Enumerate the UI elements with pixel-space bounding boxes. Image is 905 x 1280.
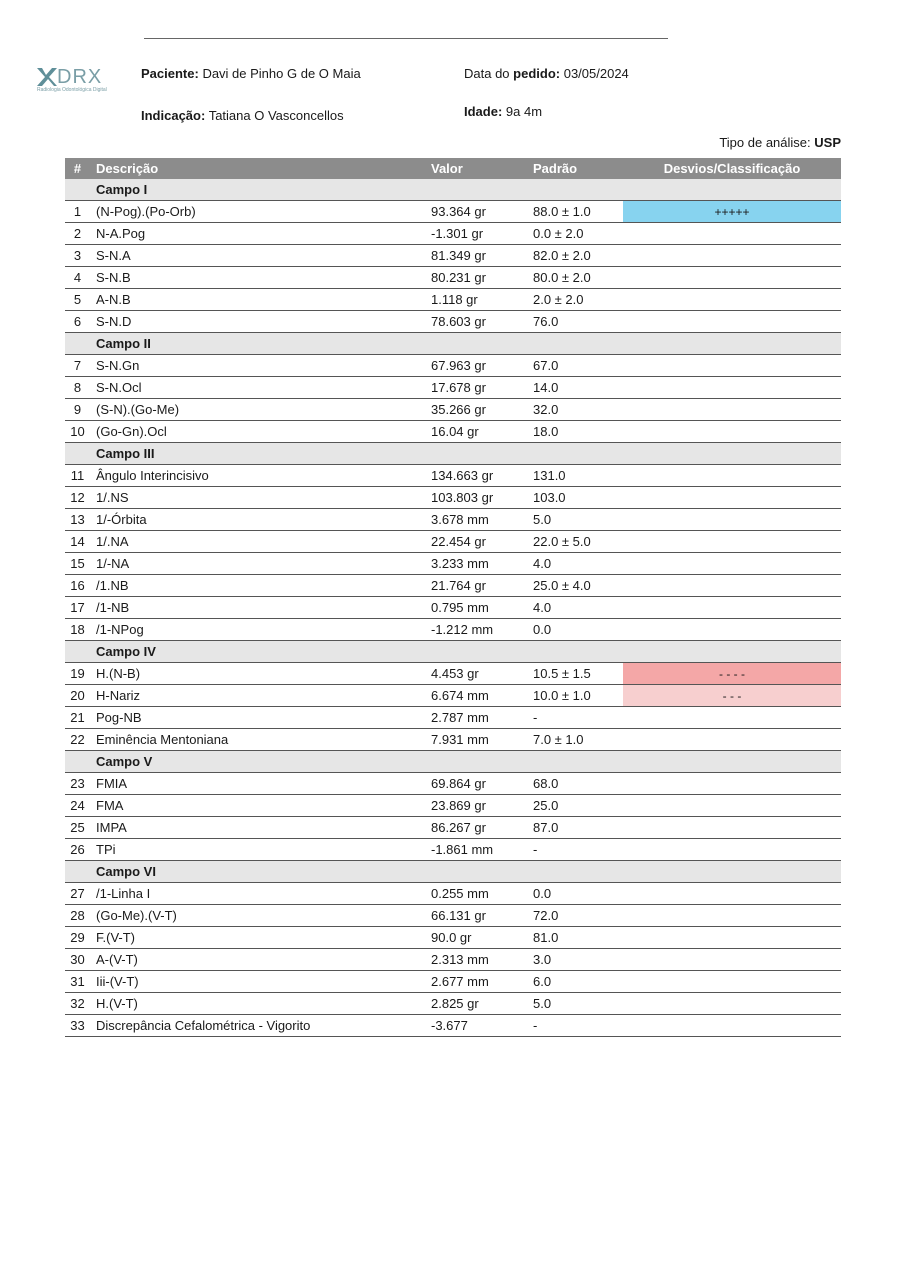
row-deviation (623, 597, 841, 619)
row-standard: - (527, 1015, 623, 1037)
row-number: 21 (65, 707, 90, 729)
row-standard: 7.0 ± 1.0 (527, 729, 623, 751)
table-row (65, 839, 841, 861)
row-standard: 5.0 (527, 993, 623, 1015)
row-number: 5 (65, 289, 90, 311)
row-value: 69.864 gr (425, 773, 527, 795)
row-number: 11 (65, 465, 90, 487)
row-description: S-N.A (90, 245, 425, 267)
row-standard: 0.0 (527, 883, 623, 905)
row-standard: 80.0 ± 2.0 (527, 267, 623, 289)
table-header-row (65, 158, 841, 179)
row-number: 7 (65, 355, 90, 377)
row-description: 1/-NA (90, 553, 425, 575)
row-standard: 2.0 ± 2.0 (527, 289, 623, 311)
row-standard: 3.0 (527, 949, 623, 971)
table-row (65, 465, 841, 487)
row-number: 26 (65, 839, 90, 861)
row-deviation (623, 245, 841, 267)
row-description: TPi (90, 839, 425, 861)
row-description: (Go-Me).(V-T) (90, 905, 425, 927)
section-spacer (65, 179, 90, 201)
drx-logo-icon (35, 66, 57, 88)
row-number: 10 (65, 421, 90, 443)
row-value: 134.663 gr (425, 465, 527, 487)
row-value: 81.349 gr (425, 245, 527, 267)
table-row (65, 509, 841, 531)
table-row (65, 619, 841, 641)
row-number: 27 (65, 883, 90, 905)
table-row (65, 729, 841, 751)
table-row (65, 553, 841, 575)
row-standard: 10.0 ± 1.0 (527, 685, 623, 707)
row-description: H.(N-B) (90, 663, 425, 685)
row-deviation (623, 553, 841, 575)
row-number: 32 (65, 993, 90, 1015)
table-row (65, 289, 841, 311)
row-standard: 82.0 ± 2.0 (527, 245, 623, 267)
row-number: 2 (65, 223, 90, 245)
row-deviation (623, 509, 841, 531)
row-value: 23.869 gr (425, 795, 527, 817)
row-description: Pog-NB (90, 707, 425, 729)
row-value: 93.364 gr (425, 201, 527, 223)
table-row (65, 355, 841, 377)
row-value: 66.131 gr (425, 905, 527, 927)
row-description: Ângulo Interincisivo (90, 465, 425, 487)
row-standard: 0.0 ± 2.0 (527, 223, 623, 245)
row-description: /1-NPog (90, 619, 425, 641)
table-body (65, 179, 841, 1037)
row-standard: 67.0 (527, 355, 623, 377)
row-standard: 72.0 (527, 905, 623, 927)
table-row (65, 949, 841, 971)
table-row (65, 795, 841, 817)
row-description: (N-Pog).(Po-Orb) (90, 201, 425, 223)
col-standard-header: Padrão (527, 158, 623, 179)
row-standard: 22.0 ± 5.0 (527, 531, 623, 553)
section-row (65, 333, 841, 355)
row-number: 14 (65, 531, 90, 553)
row-deviation (623, 619, 841, 641)
table-row (65, 575, 841, 597)
row-value: -3.677 (425, 1015, 527, 1037)
table-row (65, 685, 841, 707)
row-description: A-N.B (90, 289, 425, 311)
row-description: H-Nariz (90, 685, 425, 707)
row-value: 2.825 gr (425, 993, 527, 1015)
row-number: 1 (65, 201, 90, 223)
row-deviation (623, 465, 841, 487)
section-spacer (65, 443, 90, 465)
col-value-header: Valor (425, 158, 527, 179)
row-description: 1/.NS (90, 487, 425, 509)
table-row (65, 927, 841, 949)
section-row (65, 641, 841, 663)
row-description: Iii-(V-T) (90, 971, 425, 993)
row-description: (S-N).(Go-Me) (90, 399, 425, 421)
row-value: 4.453 gr (425, 663, 527, 685)
analysis-type (719, 135, 841, 150)
row-standard: 4.0 (527, 597, 623, 619)
row-value: 2.313 mm (425, 949, 527, 971)
table-row (65, 1015, 841, 1037)
table-row (65, 399, 841, 421)
row-deviation (623, 905, 841, 927)
row-value: 67.963 gr (425, 355, 527, 377)
table-row (65, 971, 841, 993)
row-value: -1.301 gr (425, 223, 527, 245)
row-number: 30 (65, 949, 90, 971)
row-standard: 87.0 (527, 817, 623, 839)
age-value: 9a 4m (505, 104, 543, 119)
table-row (65, 883, 841, 905)
row-description: /1-NB (90, 597, 425, 619)
row-standard: 88.0 ± 1.0 (527, 201, 623, 223)
row-description: S-N.D (90, 311, 425, 333)
section-title: Campo II (90, 333, 841, 355)
section-spacer (65, 751, 90, 773)
row-description: IMPA (90, 817, 425, 839)
section-title: Campo V (90, 751, 841, 773)
section-spacer (65, 861, 90, 883)
row-value: 90.0 gr (425, 927, 527, 949)
table-row (65, 311, 841, 333)
analysis-label: Tipo de análise: (719, 135, 811, 150)
patient-field (141, 66, 361, 81)
row-deviation (623, 883, 841, 905)
row-value: 3.678 mm (425, 509, 527, 531)
row-number: 29 (65, 927, 90, 949)
top-divider (144, 38, 668, 39)
row-standard: 4.0 (527, 553, 623, 575)
table-row (65, 201, 841, 223)
row-value: 78.603 gr (425, 311, 527, 333)
row-standard: 25.0 (527, 795, 623, 817)
section-row (65, 861, 841, 883)
table-row (65, 905, 841, 927)
table-row (65, 267, 841, 289)
row-deviation (623, 531, 841, 553)
section-title: Campo III (90, 443, 841, 465)
table-row (65, 531, 841, 553)
row-value: 0.255 mm (425, 883, 527, 905)
row-deviation (623, 421, 841, 443)
table-row (65, 663, 841, 685)
row-description: /1-Linha I (90, 883, 425, 905)
drx-logo (35, 66, 115, 98)
row-standard: 81.0 (527, 927, 623, 949)
row-number: 15 (65, 553, 90, 575)
row-description: Eminência Mentoniana (90, 729, 425, 751)
row-description: S-N.Gn (90, 355, 425, 377)
row-deviation (623, 355, 841, 377)
row-standard: 25.0 ± 4.0 (527, 575, 623, 597)
row-standard: 6.0 (527, 971, 623, 993)
row-value: 22.454 gr (425, 531, 527, 553)
row-deviation (623, 377, 841, 399)
row-number: 22 (65, 729, 90, 751)
row-deviation (623, 707, 841, 729)
row-description: Discrepância Cefalométrica - Vigorito (90, 1015, 425, 1037)
table-row (65, 245, 841, 267)
row-deviation (623, 839, 841, 861)
row-description: S-N.Ocl (90, 377, 425, 399)
row-standard: - (527, 839, 623, 861)
row-number: 4 (65, 267, 90, 289)
row-deviation: +++++ (623, 201, 841, 223)
row-deviation (623, 729, 841, 751)
row-number: 33 (65, 1015, 90, 1037)
table-row (65, 421, 841, 443)
row-deviation (623, 311, 841, 333)
row-description: N-A.Pog (90, 223, 425, 245)
row-number: 23 (65, 773, 90, 795)
section-spacer (65, 333, 90, 355)
row-standard: 32.0 (527, 399, 623, 421)
row-deviation (623, 487, 841, 509)
section-row (65, 443, 841, 465)
row-number: 12 (65, 487, 90, 509)
order-date-label: pedido: (513, 66, 561, 81)
row-description: H.(V-T) (90, 993, 425, 1015)
row-standard: 14.0 (527, 377, 623, 399)
table-row (65, 487, 841, 509)
row-number: 20 (65, 685, 90, 707)
row-deviation (623, 817, 841, 839)
section-row (65, 751, 841, 773)
row-deviation (623, 575, 841, 597)
row-deviation (623, 927, 841, 949)
table-row (65, 597, 841, 619)
row-value: 1.118 gr (425, 289, 527, 311)
row-value: 16.04 gr (425, 421, 527, 443)
row-number: 19 (65, 663, 90, 685)
logo-text: DRX (57, 66, 103, 88)
row-description: FMIA (90, 773, 425, 795)
age-label: Idade: (464, 104, 503, 119)
table-row (65, 707, 841, 729)
row-standard: 10.5 ± 1.5 (527, 663, 623, 685)
row-deviation (623, 795, 841, 817)
row-standard: 5.0 (527, 509, 623, 531)
row-value: 17.678 gr (425, 377, 527, 399)
table-row (65, 773, 841, 795)
row-description: FMA (90, 795, 425, 817)
section-spacer (65, 641, 90, 663)
row-value: 2.787 mm (425, 707, 527, 729)
analysis-value: USP (814, 135, 841, 150)
age-field (464, 104, 542, 119)
col-deviation-header: Desvios/Classificação (623, 158, 841, 179)
row-description: A-(V-T) (90, 949, 425, 971)
row-standard: 103.0 (527, 487, 623, 509)
row-standard: - (527, 707, 623, 729)
row-value: 0.795 mm (425, 597, 527, 619)
row-standard: 0.0 (527, 619, 623, 641)
row-standard: 68.0 (527, 773, 623, 795)
row-standard: 76.0 (527, 311, 623, 333)
row-number: 18 (65, 619, 90, 641)
row-deviation (623, 223, 841, 245)
table-row (65, 817, 841, 839)
row-deviation (623, 289, 841, 311)
patient-label: Paciente: (141, 66, 199, 81)
row-number: 17 (65, 597, 90, 619)
row-value: 3.233 mm (425, 553, 527, 575)
order-date-field (464, 66, 629, 81)
section-title: Campo I (90, 179, 841, 201)
row-number: 25 (65, 817, 90, 839)
row-number: 9 (65, 399, 90, 421)
row-number: 16 (65, 575, 90, 597)
col-description-header: Descrição (90, 158, 425, 179)
section-title: Campo IV (90, 641, 841, 663)
table-row (65, 223, 841, 245)
row-description: S-N.B (90, 267, 425, 289)
row-deviation: - - - - (623, 663, 841, 685)
order-date-value: 03/05/2024 (563, 66, 629, 81)
cephalometric-table (65, 158, 841, 1037)
row-number: 8 (65, 377, 90, 399)
row-value: 80.231 gr (425, 267, 527, 289)
logo-subtitle: Radiologia Odontológica Digital (37, 87, 107, 93)
row-description: (Go-Gn).Ocl (90, 421, 425, 443)
row-value: 6.674 mm (425, 685, 527, 707)
row-description: 1/-Órbita (90, 509, 425, 531)
section-title: Campo VI (90, 861, 841, 883)
row-deviation (623, 1015, 841, 1037)
row-deviation: - - - (623, 685, 841, 707)
row-value: 7.931 mm (425, 729, 527, 751)
col-number-header: # (65, 158, 90, 179)
row-number: 31 (65, 971, 90, 993)
row-deviation (623, 267, 841, 289)
row-number: 3 (65, 245, 90, 267)
section-row (65, 179, 841, 201)
row-deviation (623, 949, 841, 971)
row-description: /1.NB (90, 575, 425, 597)
indication-field (141, 108, 344, 123)
indication-label: Indicação: (141, 108, 206, 123)
row-value: 21.764 gr (425, 575, 527, 597)
row-standard: 18.0 (527, 421, 623, 443)
row-value: 103.803 gr (425, 487, 527, 509)
row-number: 28 (65, 905, 90, 927)
patient-name: Davi de Pinho G de O Maia (202, 66, 361, 81)
row-number: 24 (65, 795, 90, 817)
row-description: F.(V-T) (90, 927, 425, 949)
row-value: 86.267 gr (425, 817, 527, 839)
row-value: -1.212 mm (425, 619, 527, 641)
row-deviation (623, 399, 841, 421)
table-row (65, 377, 841, 399)
indication-name: Tatiana O Vasconcellos (208, 108, 344, 123)
row-deviation (623, 971, 841, 993)
row-value: 2.677 mm (425, 971, 527, 993)
row-number: 13 (65, 509, 90, 531)
row-value: -1.861 mm (425, 839, 527, 861)
row-description: 1/.NA (90, 531, 425, 553)
row-number: 6 (65, 311, 90, 333)
row-standard: 131.0 (527, 465, 623, 487)
table-row (65, 993, 841, 1015)
order-date-prefix: Data do (464, 66, 514, 81)
row-deviation (623, 993, 841, 1015)
row-deviation (623, 773, 841, 795)
row-value: 35.266 gr (425, 399, 527, 421)
